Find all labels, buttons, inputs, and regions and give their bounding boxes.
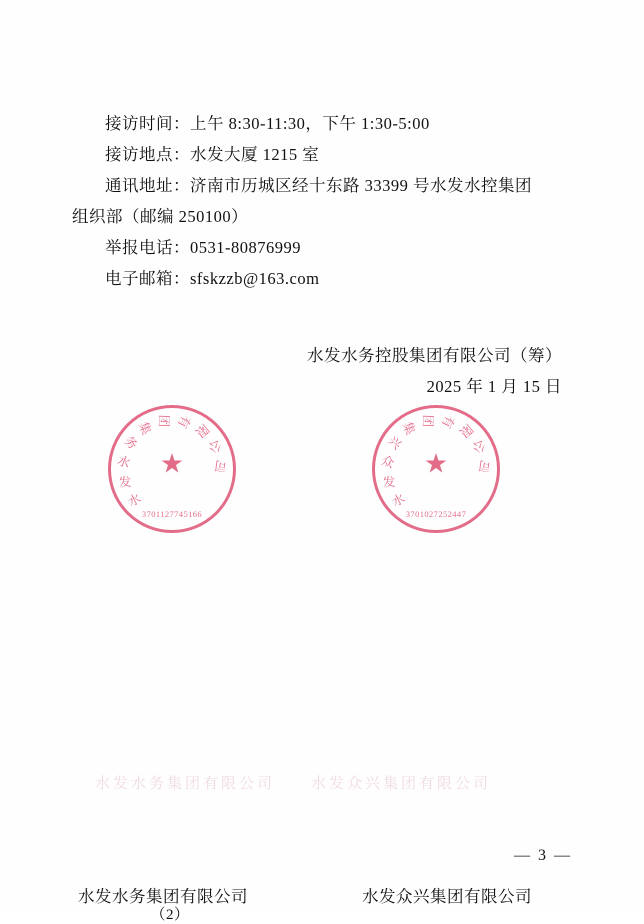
seal-ring-text-zhongxing: 水 发 众 兴 集 团 有 限 公 司	[379, 413, 492, 510]
page-number: — 3 —	[514, 847, 572, 864]
signature-organization: 水发水务控股集团有限公司（筹）	[307, 346, 562, 365]
contact-line-phone: 举报电话：0531-80876999	[105, 238, 301, 257]
seal-code-water: 3701127745166	[141, 509, 203, 519]
contact-line-visit-place: 接访地点：水发大厦 1215 室	[105, 145, 320, 164]
stamp-caption-zhongxing: 水发众兴集团有限公司	[362, 887, 532, 906]
official-seal-stamp-water	[108, 405, 236, 533]
stamp-caption-water-sub: （2）	[150, 907, 190, 923]
seal-star-icon: ★	[159, 448, 185, 479]
seal-star-icon: ★	[423, 448, 449, 479]
signature-block	[72, 340, 572, 402]
signature-date: 2025 年 1 月 15 日	[426, 377, 562, 396]
contact-line-address: 通讯地址：济南市历城区经十东路 33399 号水发水控集团	[105, 176, 532, 195]
seal-ring-text-water: 水 发 水 务 集 团 有 限 公 司	[115, 413, 228, 510]
stamp-caption-water: 水发水务集团有限公司	[78, 887, 248, 906]
seal-code-zhongxing: 3701027252447	[405, 509, 467, 519]
contact-line-address-cont: 组织部（邮编 250100）	[72, 207, 249, 226]
contact-line-visit-time: 接访时间：上午 8:30-11:30，下午 1:30-5:00	[105, 114, 430, 133]
official-seal-stamp-zhongxing	[372, 405, 500, 533]
contact-line-email: 电子邮箱：sfskzzb@163.com	[105, 269, 320, 288]
watermark-text: 水发水务集团有限公司 水发众兴集团有限公司	[95, 776, 492, 792]
contact-info-block	[72, 108, 572, 294]
